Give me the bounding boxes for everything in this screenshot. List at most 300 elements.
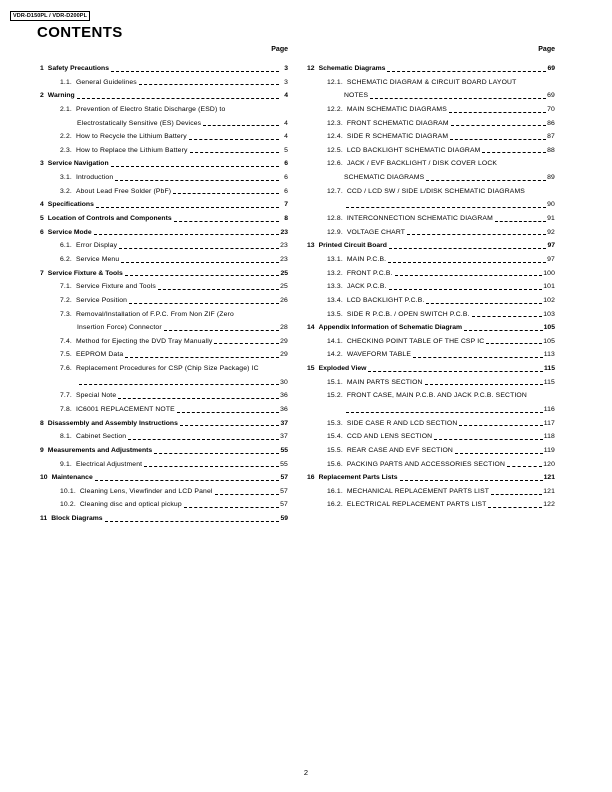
toc-leader	[491, 494, 542, 495]
toc-entry	[307, 348, 555, 362]
toc-entry	[307, 103, 555, 117]
toc-entry-page: 29	[280, 337, 288, 345]
toc-entry-title: SCHEMATIC DIAGRAMS	[344, 174, 425, 182]
toc-entry-number: 2.2.	[60, 133, 72, 141]
toc-entry-page: 121	[543, 474, 555, 482]
toc-entry	[307, 89, 555, 103]
toc-leader	[79, 384, 279, 385]
toc-entry	[307, 335, 555, 349]
toc-entry-number: 6	[40, 228, 44, 236]
toc-entry	[40, 321, 288, 335]
toc-entry-title: WAVEFORM TABLE	[346, 351, 412, 359]
toc-entry-title: Removal/Installation of F.P.C. From Non ZIF (Zero	[75, 310, 234, 318]
toc-entry	[40, 157, 288, 171]
toc-entry-title: Replacement Procedures for CSP (Chip Size Package) IC	[75, 365, 259, 373]
toc-entry-title: Insertion Force) Connector	[77, 324, 162, 332]
toc-entry-number: 1.1.	[60, 78, 72, 86]
toc-entry-number: 7.7.	[60, 392, 72, 400]
toc-entry-page: 3	[284, 78, 288, 86]
toc-entry	[40, 430, 288, 444]
toc-entry-page: 105	[543, 337, 555, 345]
toc-entry-page: 87	[547, 133, 555, 141]
toc-entry	[40, 103, 288, 117]
toc-entry-title: Appendix Information of Schematic Diagram	[318, 324, 463, 332]
toc-entry-title: CCD / LCD SW / SIDE L/DISK SCHEMATIC DIAGRAMS	[346, 187, 525, 195]
toc-entry-number: 7.3.	[60, 310, 72, 318]
toc-leader	[111, 71, 279, 72]
toc-leader	[190, 152, 279, 153]
toc-entry	[40, 280, 288, 294]
toc-entry	[307, 471, 555, 485]
toc-left-column	[40, 43, 288, 526]
toc-entry	[40, 499, 288, 513]
toc-leader	[486, 343, 542, 344]
toc-leader	[128, 439, 279, 440]
toc-entry	[307, 499, 555, 513]
toc-entry-title: Service Mode	[47, 228, 92, 236]
toc-list-right	[307, 62, 555, 512]
toc-entry-number: 13.4.	[327, 296, 343, 304]
toc-leader	[472, 316, 543, 317]
toc-entry-number: 14	[307, 324, 315, 332]
toc-entry-page: 115	[544, 365, 555, 373]
toc-entry-page: 8	[284, 215, 288, 223]
toc-entry-title: Cleaning disc and optical pickup	[79, 501, 182, 509]
toc-entry-title: CHECKING POINT TABLE OF THE CSP IC	[346, 337, 485, 345]
toc-leader	[400, 480, 543, 481]
toc-entry-page: 26	[280, 296, 288, 304]
toc-entry-title: MAIN P.C.B.	[346, 255, 387, 263]
toc-entry-title: JACK / EVF BACKLIGHT / DISK COVER LOCK	[346, 160, 498, 168]
toc-entry	[307, 144, 555, 158]
toc-entry	[40, 253, 288, 267]
toc-entry-page: 3	[284, 64, 288, 72]
toc-entry-title: Electrical Adjustment	[75, 460, 143, 468]
toc-entry-number: 12.1.	[327, 78, 343, 86]
toc-entry	[40, 335, 288, 349]
toc-entry	[40, 362, 288, 376]
toc-entry	[307, 458, 555, 472]
toc-entry-number: 12	[307, 64, 315, 72]
toc-entry-title: General Guidelines	[75, 78, 137, 86]
toc-entry-number: 8	[40, 419, 44, 427]
toc-entry	[40, 512, 288, 526]
toc-entry-title: Disassembly and Assembly Instructions	[47, 419, 178, 427]
toc-entry	[307, 76, 555, 90]
toc-leader	[118, 398, 279, 399]
toc-entry	[307, 267, 555, 281]
toc-leader	[96, 207, 279, 208]
toc-entry-page: 105	[543, 324, 555, 332]
toc-entry-page: 29	[280, 351, 288, 359]
page-number: 2	[303, 768, 309, 777]
toc-entry	[40, 308, 288, 322]
toc-entry-page: 115	[543, 378, 555, 386]
toc-leader	[507, 466, 542, 467]
toc-entry-title: SCHEMATIC DIAGRAM & CIRCUIT BOARD LAYOUT	[346, 78, 517, 86]
toc-entry-page: 121	[543, 487, 555, 495]
toc-leader	[388, 262, 546, 263]
toc-entry-number: 7.5.	[60, 351, 72, 359]
toc-leader	[139, 84, 279, 85]
toc-entry-page: 55	[280, 446, 288, 454]
toc-leader	[346, 207, 546, 208]
toc-leader	[144, 466, 279, 467]
toc-entry-title: Safety Precautions	[47, 64, 109, 72]
toc-entry-page: 97	[547, 242, 555, 250]
toc-leader	[389, 248, 546, 249]
toc-entry-title: REAR CASE AND EVF SECTION	[346, 446, 453, 454]
toc-entry-page: 25	[280, 269, 288, 277]
toc-entry	[40, 294, 288, 308]
toc-entry-page: 37	[280, 419, 288, 427]
toc-entry-page: 4	[284, 92, 288, 100]
toc-entry-number: 15.3.	[327, 419, 343, 427]
toc-entry	[307, 171, 555, 185]
toc-entry-title: Block Diagrams	[51, 515, 103, 523]
toc-entry-title: SIDE CASE R AND LCD SECTION	[346, 419, 458, 427]
toc-leader	[180, 425, 279, 426]
toc-entry-number: 13.2.	[327, 269, 343, 277]
toc-entry	[40, 144, 288, 158]
toc-entry-number: 16	[307, 474, 315, 482]
toc-leader	[215, 494, 279, 495]
toc-entry-page: 69	[547, 92, 555, 100]
toc-entry-page: 23	[280, 242, 288, 250]
toc-entry-number: 15.6.	[327, 460, 343, 468]
toc-entry-page: 101	[543, 283, 555, 291]
toc-entry-page: 55	[280, 460, 288, 468]
toc-entry-title: MECHANICAL REPLACEMENT PARTS LIST	[346, 487, 490, 495]
toc-entry-number: 7.6.	[60, 365, 72, 373]
toc-leader	[125, 357, 279, 358]
toc-entry-page: 120	[543, 460, 555, 468]
toc-entry	[40, 239, 288, 253]
toc-entry-number: 15	[307, 365, 315, 373]
toc-entry	[307, 212, 555, 226]
toc-entry-page: 102	[543, 296, 555, 304]
toc-entry-number: 12.2.	[327, 105, 343, 113]
toc-entry	[307, 62, 555, 76]
toc-entry-title: SIDE R SCHEMATIC DIAGRAM	[346, 133, 449, 141]
toc-entry-title: Cleaning Lens, Viewfinder and LCD Panel	[79, 487, 213, 495]
toc-entry-title: Service Fixture & Tools	[47, 269, 123, 277]
toc-entry-number: 16.1.	[327, 487, 343, 495]
toc-leader	[370, 98, 546, 99]
toc-entry	[40, 130, 288, 144]
toc-entry-title: Measurements and Adjustments	[47, 446, 153, 454]
toc-entry-number: 2.1.	[60, 105, 72, 113]
toc-entry-title: How to Replace the Lithium Battery	[75, 146, 188, 154]
toc-leader	[77, 98, 279, 99]
toc-entry-number: 1	[40, 64, 44, 72]
toc-entry-number: 2.3.	[60, 146, 72, 154]
toc-entry-number: 3.1.	[60, 174, 72, 182]
toc-entry-title: Service Fixture and Tools	[75, 283, 156, 291]
toc-entry-page: 6	[284, 187, 288, 195]
toc-leader	[158, 289, 279, 290]
toc-entry-title: Introduction	[75, 174, 114, 182]
toc-entry-number: 8.1.	[60, 433, 72, 441]
toc-entry-page: 25	[280, 283, 288, 291]
toc-entry-number: 12.6.	[327, 160, 343, 168]
toc-entry-page: 4	[284, 119, 288, 127]
toc-entry-number: 13.1.	[327, 255, 343, 263]
toc-entry	[40, 226, 288, 240]
toc-entry-title: Error Display	[75, 242, 118, 250]
toc-leader	[451, 125, 546, 126]
toc-entry-page: 57	[280, 487, 288, 495]
toc-entry-page: 23	[280, 228, 288, 236]
toc-entry	[40, 376, 288, 390]
toc-entry	[307, 239, 555, 253]
toc-leader	[389, 289, 543, 290]
toc-entry-title: Service Menu	[75, 255, 120, 263]
toc-entry-page: 30	[280, 378, 288, 386]
toc-list-left	[40, 62, 288, 526]
toc-entry-number: 12.5.	[327, 146, 343, 154]
toc-entry-number: 9.1.	[60, 460, 72, 468]
toc-entry-title: INTERCONNECTION SCHEMATIC DIAGRAM	[346, 215, 493, 223]
toc-leader	[346, 412, 543, 413]
toc-entry	[307, 198, 555, 212]
toc-entry	[40, 348, 288, 362]
toc-leader	[111, 166, 279, 167]
toc-leader	[488, 507, 542, 508]
toc-entry-page: 118	[543, 433, 555, 441]
toc-entry-title: FRONT SCHEMATIC DIAGRAM	[346, 119, 449, 127]
toc-leader	[184, 507, 279, 508]
toc-entry-title: SIDE R P.C.B. / OPEN SWITCH P.C.B.	[346, 310, 470, 318]
toc-entry-page: 116	[543, 406, 555, 413]
toc-entry-page: 6	[284, 160, 288, 168]
toc-entry-page: 57	[280, 501, 288, 509]
toc-entry-title: Exploded View	[318, 365, 367, 373]
toc-entry-title: JACK P.C.B.	[346, 283, 387, 291]
toc-entry-title: PACKING PARTS AND ACCESSORIES SECTION	[346, 460, 506, 468]
toc-entry	[307, 117, 555, 131]
toc-entry-number: 13.5.	[327, 310, 343, 318]
toc-entry-page: 100	[543, 269, 555, 277]
toc-entry-number: 10.1.	[60, 487, 76, 495]
page-title: CONTENTS	[37, 24, 123, 41]
toc-entry-title: How to Recycle the Lithium Battery	[75, 133, 187, 141]
toc-entry	[40, 403, 288, 417]
toc-entry-page: 4	[284, 133, 288, 141]
toc-entry-number: 12.4.	[327, 133, 343, 141]
toc-leader	[368, 371, 543, 372]
toc-leader	[495, 221, 546, 222]
toc-entry-number: 10.2.	[60, 501, 76, 509]
toc-leader	[395, 275, 543, 276]
toc-entry-page: 103	[543, 310, 555, 318]
toc-entry-title: Replacement Parts Lists	[318, 474, 398, 482]
toc-leader	[189, 139, 279, 140]
toc-entry-page: 70	[547, 105, 555, 113]
toc-entry	[40, 171, 288, 185]
toc-entry-number: 14.1.	[327, 337, 343, 345]
toc-entry-page: 92	[547, 228, 555, 236]
toc-entry-number: 2	[40, 92, 44, 100]
toc-entry	[307, 403, 555, 417]
toc-entry	[307, 226, 555, 240]
toc-entry	[40, 485, 288, 499]
toc-entry-number: 10	[40, 474, 48, 482]
toc-entry-title: VOLTAGE CHART	[346, 228, 406, 236]
toc-entry	[307, 376, 555, 390]
toc-entry	[40, 212, 288, 226]
toc-leader	[450, 139, 546, 140]
toc-entry-page: 6	[284, 174, 288, 182]
toc-entry	[40, 185, 288, 199]
toc-entry-number: 4	[40, 201, 44, 209]
toc-entry-page: 36	[280, 406, 288, 413]
toc-entry-page: 122	[543, 501, 555, 509]
toc-entry-page: 59	[280, 515, 288, 523]
toc-entry-page: 89	[547, 174, 555, 182]
toc-leader	[413, 357, 543, 358]
model-tag: VDR-D150PL / VDR-D200PL	[10, 11, 90, 21]
toc-entry-number: 6.2.	[60, 255, 72, 263]
toc-entry-title: Printed Circuit Board	[318, 242, 387, 250]
toc-entry	[307, 321, 555, 335]
toc-entry-page: 23	[280, 255, 288, 263]
toc-leader	[115, 180, 279, 181]
toc-leader	[95, 480, 279, 481]
toc-entry-number: 12.3.	[327, 119, 343, 127]
toc-entry-number: 9	[40, 446, 44, 454]
toc-entry-title: ELECTRICAL REPLACEMENT PARTS LIST	[346, 501, 487, 509]
toc-entry-title: FRONT CASE, MAIN P.C.B. AND JACK P.C.B. SECTION	[346, 392, 527, 400]
toc-entry-number: 15.4.	[327, 433, 343, 441]
toc-entry-number: 15.1.	[327, 378, 343, 386]
toc-entry	[40, 417, 288, 431]
toc-entry-page: 37	[280, 433, 288, 441]
toc-entry-page: 5	[284, 146, 288, 154]
toc-entry	[40, 458, 288, 472]
toc-leader	[177, 412, 279, 413]
toc-entry	[307, 253, 555, 267]
toc-entry-title: MAIN PARTS SECTION	[346, 378, 423, 386]
toc-leader	[154, 453, 279, 454]
toc-leader	[455, 453, 543, 454]
toc-entry-number: 16.2.	[327, 501, 343, 509]
toc-entry-title: LCD BACKLIGHT P.C.B.	[346, 296, 425, 304]
toc-leader	[125, 275, 279, 276]
toc-leader	[164, 330, 279, 331]
toc-entry	[40, 117, 288, 131]
toc-entry-number: 7.2.	[60, 296, 72, 304]
toc-entry	[40, 267, 288, 281]
toc-entry-page: 97	[547, 255, 555, 263]
toc-entry-title: Service Navigation	[47, 160, 109, 168]
toc-entry-page: 69	[547, 64, 555, 72]
toc-leader	[449, 112, 546, 113]
toc-entry-title: Electrostatically Sensitive (ES) Devices	[77, 119, 202, 127]
toc-entry-title: Maintenance	[51, 474, 93, 482]
toc-leader	[203, 125, 279, 126]
toc-entry-number: 7.4.	[60, 337, 72, 345]
toc-entry-page: 57	[280, 474, 288, 482]
toc-entry	[307, 389, 555, 403]
toc-entry-title: LCD BACKLIGHT SCHEMATIC DIAGRAM	[346, 146, 481, 154]
toc-entry-number: 13	[307, 242, 315, 250]
toc-entry-title: EEPROM Data	[75, 351, 124, 359]
toc-leader	[426, 180, 546, 181]
page-column-header: Page	[271, 46, 288, 53]
toc-entry-title: CCD AND LENS SECTION	[346, 433, 433, 441]
toc-entry-number: 14.2.	[327, 351, 343, 359]
toc-entry-title: Specifications	[47, 201, 94, 209]
page-column-header: Page	[538, 46, 555, 53]
toc-entry	[307, 280, 555, 294]
toc-entry-number: 12.7.	[327, 187, 343, 195]
toc-leader	[105, 521, 279, 522]
toc-entry-title: Prevention of Electro Static Discharge (ESD) to	[75, 105, 226, 113]
toc-entry-title: Method for Ejecting the DVD Tray Manually	[75, 337, 213, 345]
toc-leader	[426, 303, 542, 304]
toc-leader	[173, 193, 279, 194]
toc-leader	[214, 343, 279, 344]
toc-entry-number: 3.2.	[60, 187, 72, 195]
toc-entry	[307, 362, 555, 376]
toc-entry-number: 7.1.	[60, 283, 72, 291]
toc-entry-page: 119	[543, 446, 555, 454]
toc-entry-title: MAIN SCHEMATIC DIAGRAMS	[346, 105, 447, 113]
toc-entry	[40, 444, 288, 458]
toc-entry-title: NOTES	[344, 92, 369, 100]
toc-entry-title: Special Note	[75, 392, 117, 400]
toc-leader	[174, 221, 279, 222]
toc-entry	[40, 389, 288, 403]
toc-entry-number: 3	[40, 160, 44, 168]
toc-entry-title: IC6001 REPLACEMENT NOTE	[75, 406, 175, 413]
toc-entry-number: 7.8.	[60, 406, 72, 413]
toc-entry-page: 88	[547, 146, 555, 154]
toc-entry	[307, 430, 555, 444]
toc-leader	[94, 234, 279, 235]
toc-entry	[307, 157, 555, 171]
toc-entry	[307, 417, 555, 431]
toc-entry	[40, 89, 288, 103]
toc-entry-number: 11	[40, 515, 48, 523]
toc-entry	[40, 76, 288, 90]
toc-leader	[425, 384, 543, 385]
toc-entry-page: 91	[547, 215, 555, 223]
toc-entry-page: 117	[543, 419, 555, 427]
toc-entry	[307, 130, 555, 144]
toc-entry-number: 13.3.	[327, 283, 343, 291]
toc-entry-page: 90	[547, 201, 555, 209]
toc-entry	[307, 308, 555, 322]
toc-entry	[307, 294, 555, 308]
toc-entry-page: 36	[280, 392, 288, 400]
toc-entry-number: 15.2.	[327, 392, 343, 400]
toc-entry-page: 113	[543, 351, 555, 359]
toc-entry-page: 7	[284, 201, 288, 209]
toc-entry-number: 15.5.	[327, 446, 343, 454]
toc-entry-number: 5	[40, 215, 44, 223]
toc-entry-title: Location of Controls and Components	[47, 215, 172, 223]
toc-entry-page: 28	[280, 324, 288, 332]
toc-entry-title: Schematic Diagrams	[318, 64, 386, 72]
toc-entry	[40, 62, 288, 76]
toc-entry-title: About Lead Free Solder (PbF)	[75, 187, 172, 195]
toc-entry	[40, 198, 288, 212]
toc-entry-title: Service Position	[75, 296, 128, 304]
toc-entry-title: FRONT P.C.B.	[346, 269, 393, 277]
toc-leader	[407, 234, 546, 235]
